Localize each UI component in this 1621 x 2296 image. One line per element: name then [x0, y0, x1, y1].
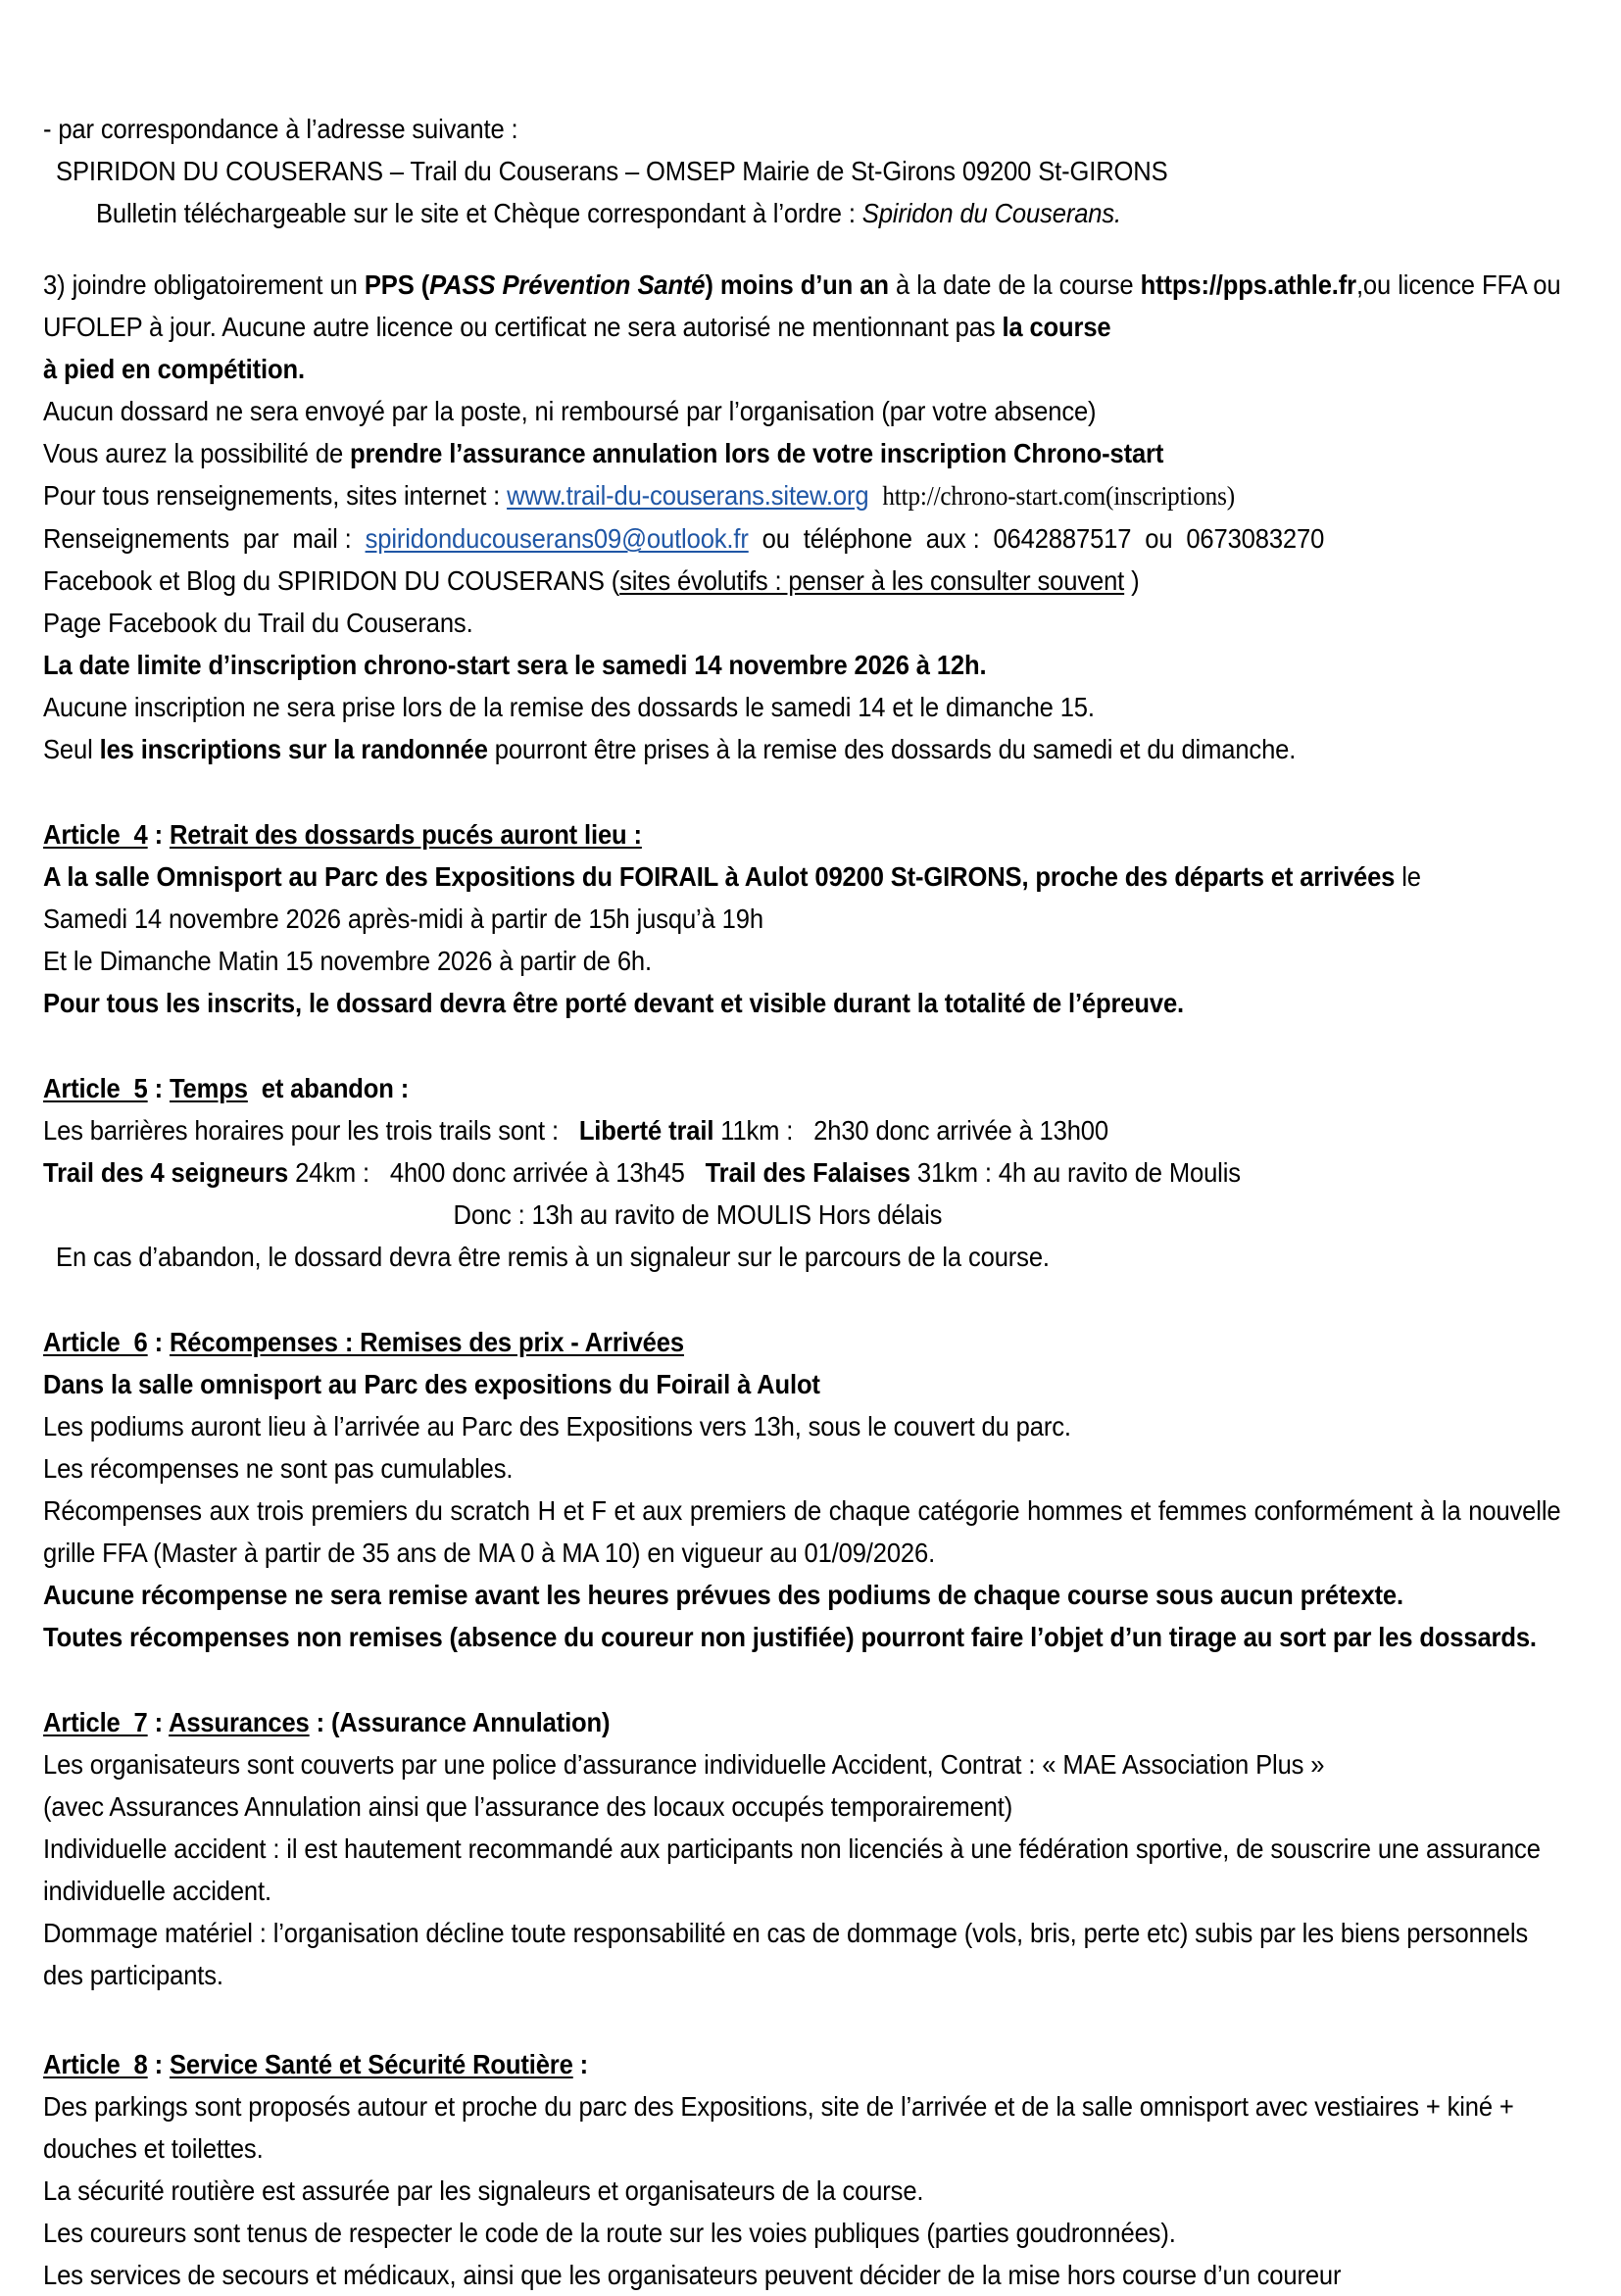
trail-liberte-details: 11km : 2h30 donc arrivée à 13h00	[713, 1115, 1108, 1146]
document-body	[43, 108, 1568, 2296]
insurance-emphasis: prendre l’assurance annulation lors de votre inscription Chrono-start	[350, 438, 1164, 468]
article-5-title-tail: et abandon :	[247, 1073, 410, 1103]
article-8-heading	[43, 2043, 1560, 2085]
pps-seg2: PPS (	[364, 269, 430, 300]
article-4-location-line	[43, 855, 1560, 898]
article-5-separator: :	[147, 1073, 170, 1103]
article-7-policy-line: Les organisateurs sont couverts par une police d’assurance individuelle Accident, Contrat : « MAE Association Plus »	[43, 1749, 1325, 1780]
pps-seg7: ,	[1355, 269, 1363, 300]
article-7-title: Assurances	[169, 1707, 310, 1737]
pps-line2b: la course	[1002, 312, 1111, 342]
pps-seg5: à la date de la course	[888, 269, 1141, 300]
spacer	[43, 1024, 1560, 1067]
article-5-trails-line	[43, 1151, 1560, 1194]
article-8-parking-paragraph: Des parkings sont proposés autour et proche du parc des Expositions, site de l’arrivée et de la salle omnisport avec vestiaires + kiné + douches et toilettes.	[43, 2091, 1521, 2164]
pps-line2a: ou licence FFA ou UFOLEP à jour. Aucune autre licence ou certificat ne sera autorisé ne mentionnant pas	[43, 269, 1568, 342]
article-7-heading	[43, 1701, 1560, 1743]
article-7-separator: :	[147, 1707, 170, 1737]
facebook-blog-line	[43, 560, 1560, 602]
article-4-bib-visibility-line: Pour tous les inscrits, le dossard devra être porté devant et visible durant la totalité de l’épreuve.	[43, 988, 1185, 1018]
article-4-separator: :	[147, 819, 170, 850]
article-7-title-tail: : (Assurance Annulation)	[309, 1707, 611, 1737]
registration-deadline-line: La date limite d’inscription chrono-start sera le samedi 14 novembre 2026 à 12h.	[43, 650, 987, 680]
article-4-sunday-line: Et le Dimanche Matin 15 novembre 2026 à partir de 6h.	[43, 946, 652, 976]
article-4-saturday-line: Samedi 14 novembre 2026 après-midi à partir de 15h jusqu’à 19h	[43, 904, 763, 934]
article-4-title: Retrait des dossards pucés auront lieu :	[169, 819, 642, 850]
article-4-number: Article 4	[43, 819, 148, 850]
article-5-barriers-line	[43, 1109, 1560, 1151]
spacer	[43, 1996, 1560, 2043]
trail-falaises-name: Trail des Falaises	[705, 1157, 910, 1188]
article-5-moulis-line: Donc : 13h au ravito de MOULIS Hors délais	[453, 1199, 943, 1230]
article-7-cancellation-line: (avec Assurances Annulation ainsi que l’assurance des locaux occupés temporairement)	[43, 1791, 1013, 1822]
trail-website-link[interactable]: www.trail-du-couserans.sitew.org	[507, 480, 869, 511]
article-4-heading	[43, 813, 1560, 855]
hike-prefix: Seul	[43, 734, 100, 764]
pps-seg1: 3) joindre obligatoirement un	[43, 269, 365, 300]
phone-numbers: ou téléphone aux : 0642887517 ou 0673083270	[748, 523, 1325, 554]
article-6-unclaimed-prize-line: Toutes récompenses non remises (absence du coureur non justifiée) pourront faire l’objet d’un tirage au sort par les dossards.	[43, 1622, 1537, 1652]
chrono-start-url[interactable]: http://chrono-start.com	[882, 481, 1106, 511]
insurance-prefix: Vous aurez la possibilité de	[43, 438, 351, 468]
trail-4-seigneurs-details: 24km : 4h00 donc arrivée à 13h45	[288, 1157, 706, 1188]
bulletin-line	[43, 192, 1560, 234]
article-5-number: Article 5	[43, 1073, 148, 1103]
hike-emphasis: les inscriptions sur la randonnée	[99, 734, 488, 764]
article-6-title: Récompenses : Remises des prix - Arrivées	[169, 1327, 684, 1357]
article-7-material-damage-paragraph: Dommage matériel : l’organisation décline toute responsabilité en cas de dommage (vols, bris, perte etc) subis par les biens personnels des participants.	[43, 1918, 1536, 1990]
pps-requirement-paragraph	[43, 264, 1568, 348]
contact-email-link[interactable]: spiridonducouserans09@outlook.fr	[365, 523, 749, 554]
article-8-medical-line: Les services de secours et médicaux, ainsi que les organisateurs peuvent décider de la mise hors course d’un coureur	[43, 2260, 1342, 2290]
websites-prefix: Pour tous renseignements, sites internet :	[43, 480, 508, 511]
article-6-heading	[43, 1321, 1560, 1363]
article-8-number: Article 8	[43, 2049, 148, 2079]
article-5-title: Temps	[169, 1073, 248, 1103]
article-6-number: Article 6	[43, 1327, 148, 1357]
article-4-location-tail: le	[1395, 861, 1421, 892]
bulletin-payee: Spiridon du Couserans.	[861, 198, 1122, 228]
no-bib-by-mail-line: Aucun dossard ne sera envoyé par la poste, ni remboursé par l’organisation (par votre absence)	[43, 396, 1097, 426]
pps-seg4: ) moins d’un an	[705, 269, 889, 300]
spacer	[43, 234, 1560, 264]
pps-line3: à pied en compétition.	[43, 354, 305, 384]
postal-address-line: SPIRIDON DU COUSERANS – Trail du Couserans – OMSEP Mairie de St-Girons 09200 St-GIRONS	[56, 156, 1168, 186]
hike-tail: pourront être prises à la remise des dossards du samedi et du dimanche.	[487, 734, 1297, 764]
cancellation-insurance-line	[43, 432, 1560, 474]
article-6-separator: :	[147, 1327, 170, 1357]
trail-falaises-details: 31km : 4h au ravito de Moulis	[909, 1157, 1241, 1188]
hike-registration-line	[43, 728, 1560, 770]
article-8-title-tail: :	[572, 2049, 589, 2079]
contact-mail-line	[43, 517, 1560, 560]
facebook-tail: )	[1124, 565, 1140, 596]
spacer	[43, 1278, 1560, 1321]
article-4-location-bold: A la salle Omnisport au Parc des Expositions du FOIRAIL à Aulot 09200 St-GIRONS, proche des départs et arrivées	[43, 861, 1396, 892]
spacer	[43, 770, 1560, 813]
article-8-road-safety-line: La sécurité routière est assurée par les signaleurs et organisateurs de la course.	[43, 2175, 924, 2206]
trail-liberte-name: Liberté trail	[578, 1115, 714, 1146]
article-7-number: Article 7	[43, 1707, 148, 1737]
article-6-podium-line: Les podiums auront lieu à l’arrivée au Parc des Expositions vers 13h, sous le couvert du parc.	[43, 1411, 1071, 1441]
article-5-abandon-line: En cas d’abandon, le dossard devra être remis à un signaleur sur le parcours de la course.	[56, 1242, 1050, 1272]
chrono-start-note: (inscriptions)	[1105, 481, 1235, 511]
pps-url[interactable]: https://pps.athle.fr	[1140, 269, 1356, 300]
websites-spacer	[868, 480, 882, 511]
article-6-no-early-prize-line: Aucune récompense ne sera remise avant les heures prévues des podiums de chaque course sous aucun prétexte.	[43, 1580, 1403, 1610]
article-6-no-cumul-line: Les récompenses ne sont pas cumulables.	[43, 1453, 514, 1484]
websites-line	[43, 474, 1560, 517]
article-5-heading	[43, 1067, 1560, 1109]
no-onsite-registration-line: Aucune inscription ne sera prise lors de la remise des dossards le samedi 14 et le dimanche 15.	[43, 692, 1095, 722]
facebook-page-line: Page Facebook du Trail du Couserans.	[43, 608, 473, 638]
trail-4-seigneurs-name: Trail des 4 seigneurs	[43, 1157, 289, 1188]
facebook-prefix: Facebook et Blog du SPIRIDON DU COUSERANS (	[43, 565, 620, 596]
barriers-prefix: Les barrières horaires pour les trois trails sont :	[43, 1115, 579, 1146]
article-7-individual-accident-paragraph: Individuelle accident : il est hautement recommandé aux participants non licenciés à une fédération sportive, de souscrire une assurance individuelle accident.	[43, 1833, 1547, 1906]
mail-prefix: Renseignements par mail :	[43, 523, 366, 554]
article-8-separator: :	[147, 2049, 170, 2079]
mail-method-line: - par correspondance à l’adresse suivante :	[43, 114, 518, 144]
article-8-title: Service Santé et Sécurité Routière	[169, 2049, 573, 2079]
article-6-prizes-paragraph: Récompenses aux trois premiers du scratch H et F et aux premiers de chaque catégorie hommes et femmes conformément à la nouvelle grille FFA (Master à partir de 35 ans de MA 0 à MA 10) en vigueur au 01/09/2026.	[43, 1495, 1568, 1568]
facebook-note-underlined: sites évolutifs : penser à les consulter souvent	[619, 565, 1125, 596]
spacer	[43, 1658, 1560, 1701]
bulletin-text: Bulletin téléchargeable sur le site et Chèque correspondant à l’ordre :	[95, 198, 862, 228]
article-6-venue-line: Dans la salle omnisport au Parc des expositions du Foirail à Aulot	[43, 1369, 820, 1399]
article-8-traffic-rules-line: Les coureurs sont tenus de respecter le code de la route sur les voies publiques (parties goudronnées).	[43, 2218, 1176, 2248]
pps-seg3: PASS Prévention Santé	[429, 269, 706, 300]
